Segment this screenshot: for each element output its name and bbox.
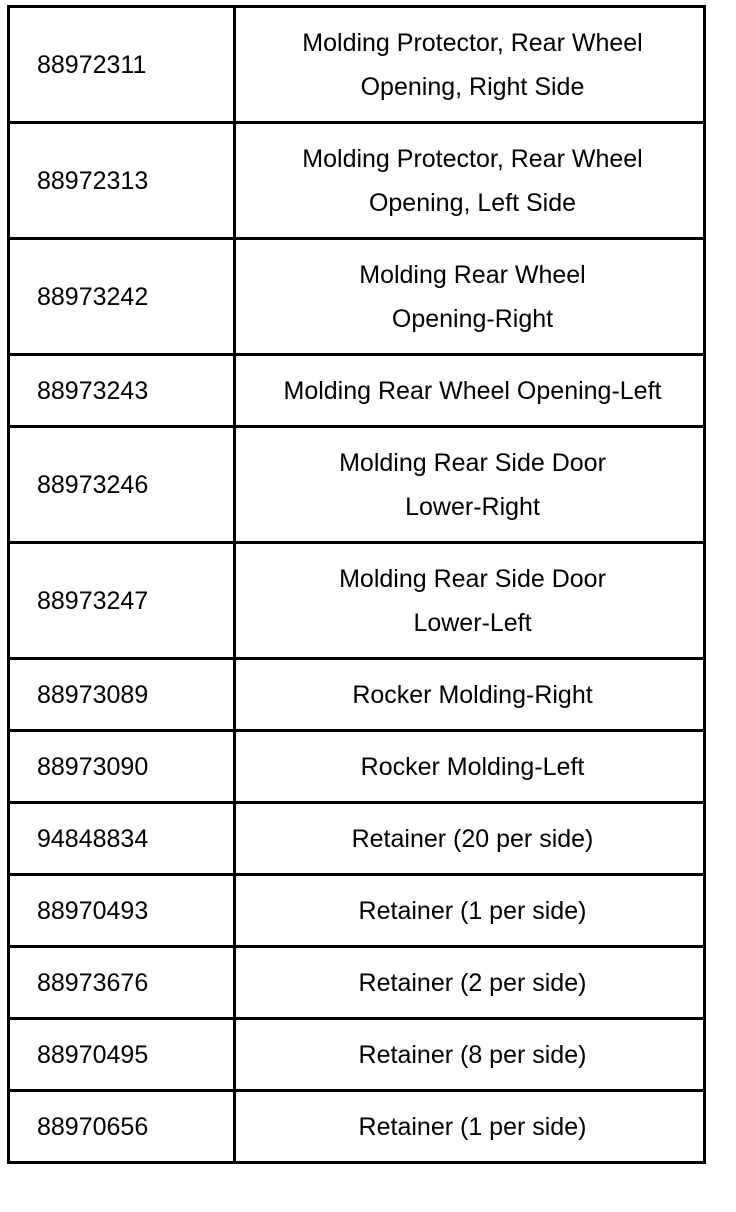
part-number-cell: 88970656: [9, 1091, 235, 1163]
description-line: Rocker Molding-Left: [360, 752, 585, 781]
description-cell: [235, 1019, 705, 1091]
description-cell: [235, 123, 705, 239]
part-number-cell: 88970493: [9, 875, 235, 947]
part-number-cell: 88973090: [9, 731, 235, 803]
description-line: Opening, Right Side: [360, 72, 585, 101]
description-cell: [235, 7, 705, 123]
table-row: [9, 875, 705, 947]
description-line: Retainer (8 per side): [358, 1040, 587, 1069]
table-row: [9, 659, 705, 731]
part-number-cell: 88972311: [9, 7, 235, 123]
table-row: [9, 731, 705, 803]
table-row: [9, 1091, 705, 1163]
description-line: Molding Rear Side Door: [339, 564, 606, 593]
description-cell: [235, 659, 705, 731]
description-cell: [235, 543, 705, 659]
description-line: Retainer (2 per side): [358, 968, 587, 997]
description-line: Molding Protector, Rear Wheel: [302, 28, 643, 57]
table-row: [9, 123, 705, 239]
description-line: Molding Rear Wheel Opening-Left: [283, 376, 662, 405]
description-line: Lower-Right: [405, 492, 540, 521]
description-cell: [235, 803, 705, 875]
description-cell: [235, 355, 705, 427]
part-number-cell: 88973089: [9, 659, 235, 731]
description-cell: [235, 1091, 705, 1163]
description-line: Lower-Left: [413, 608, 532, 637]
description-line: Opening, Left Side: [368, 188, 577, 217]
table-row: [9, 239, 705, 355]
part-number-cell: 88973247: [9, 543, 235, 659]
description-line: Molding Rear Side Door: [339, 448, 606, 477]
description-line: Molding Protector, Rear Wheel: [302, 144, 643, 173]
parts-table: [7, 5, 706, 1164]
description-line: Retainer (20 per side): [351, 824, 594, 853]
table-row: [9, 7, 705, 123]
part-number-cell: 88972313: [9, 123, 235, 239]
description-line: Rocker Molding-Right: [352, 680, 593, 709]
description-cell: [235, 731, 705, 803]
part-number-cell: 88973246: [9, 427, 235, 543]
part-number-cell: 88973676: [9, 947, 235, 1019]
table-row: [9, 1019, 705, 1091]
part-number-cell: 94848834: [9, 803, 235, 875]
description-cell: [235, 875, 705, 947]
table-row: [9, 355, 705, 427]
description-line: Retainer (1 per side): [358, 896, 587, 925]
description-cell: [235, 947, 705, 1019]
part-number-cell: 88970495: [9, 1019, 235, 1091]
table-row: [9, 947, 705, 1019]
table-row: [9, 543, 705, 659]
description-line: Retainer (1 per side): [358, 1112, 587, 1141]
description-line: Opening-Right: [391, 304, 554, 333]
part-number-cell: 88973243: [9, 355, 235, 427]
description-cell: [235, 239, 705, 355]
description-cell: [235, 427, 705, 543]
table-row: [9, 803, 705, 875]
description-line: Molding Rear Wheel: [359, 260, 586, 289]
table-row: [9, 427, 705, 543]
part-number-cell: 88973242: [9, 239, 235, 355]
